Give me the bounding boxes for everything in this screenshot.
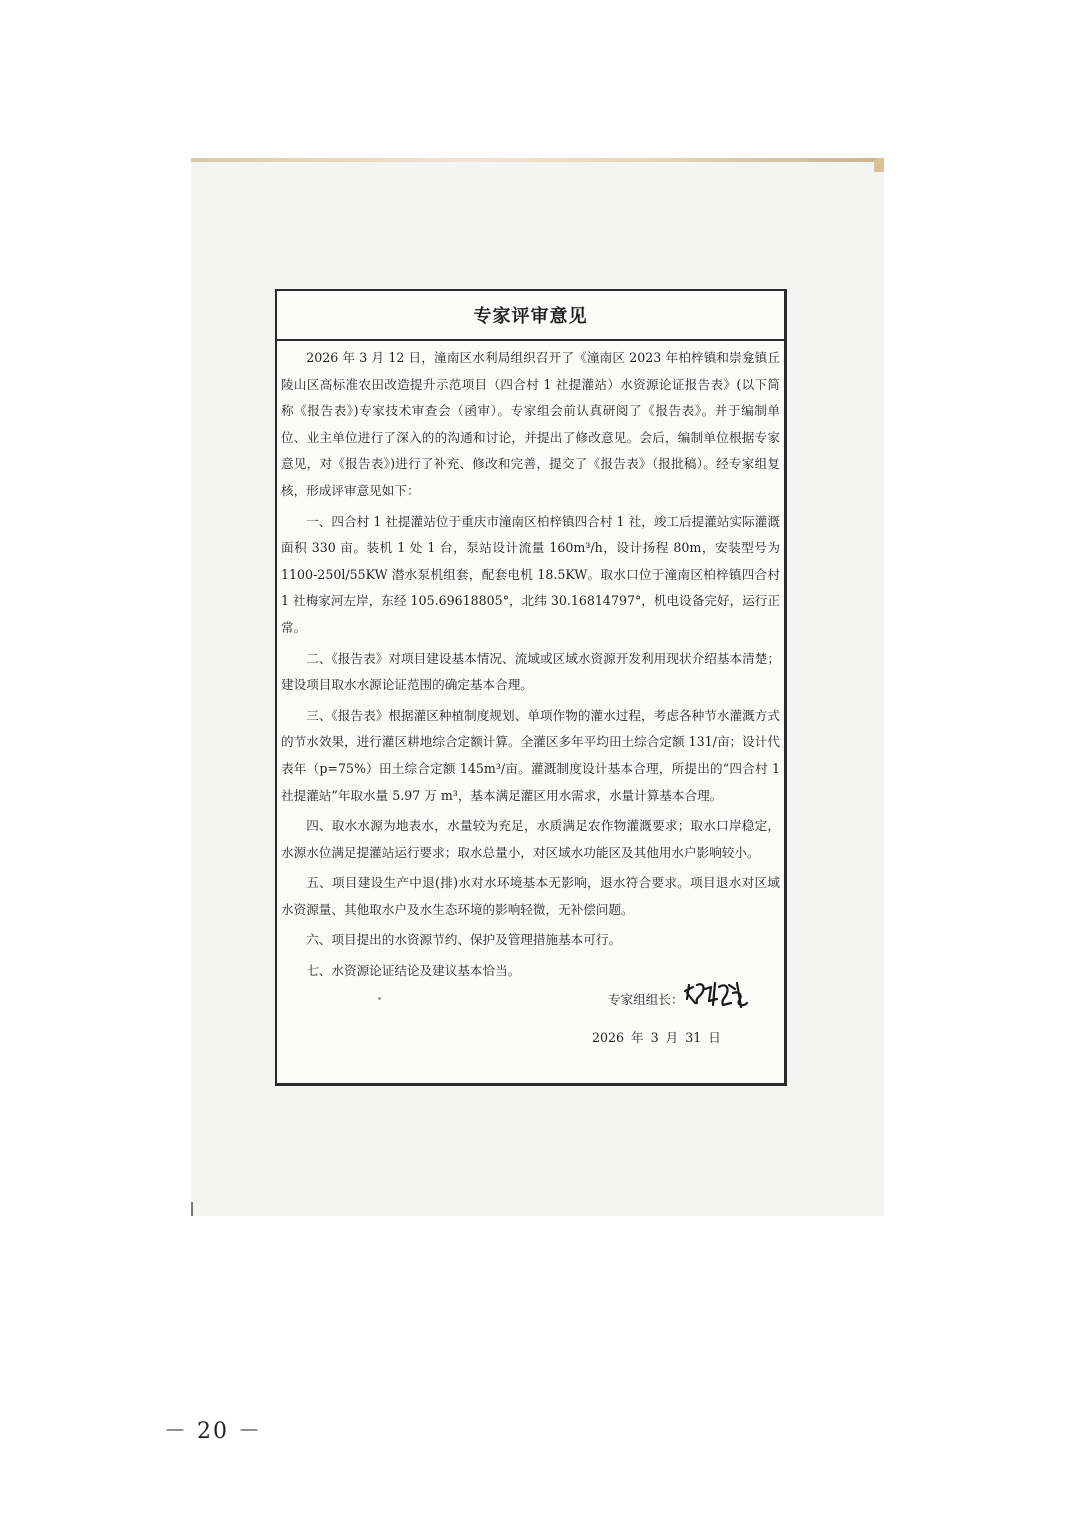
opinion-paragraph-4: 四、取水水源为地表水，水量较为充足，水质满足农作物灌溉要求；取水口岸稳定，水源水位满足提灌站运行要求；取水总量小，对区域水功能区及其他用水户影响较小。 [281,818,780,860]
opinion-paragraph-5: 五、项目建设生产中退(排)水对水环境基本无影响，退水符合要求。项目退水对区域水资源量、其他取水户及水生态环境的影响轻微，无补偿问题。 [281,875,780,917]
expert-review-form [275,289,787,1086]
signature-label: 专家组组长： [608,992,684,1007]
opinion-paragraph-7: 七、水资源论证结论及建议基本恰当。 [306,963,521,979]
form-body [277,341,784,985]
scan-corner-mark [874,158,884,172]
opinion-paragraph-2: 二、《报告表》对项目建设基本情况、流域或区域水资源开发利用现状介绍基本清楚；建设项目取水水源论证范围的确定基本合理。 [281,650,780,693]
opinion-paragraph-3: 三、《报告表》根据灌区种植制度规划、单项作物的灌水过程，考虑各种节水灌溉方式的节水效果，进行灌区耕地综合定额计算。全灌区多年平均田土综合定额 131/亩；设计代表年（p=75%）田土综合定额 145m³/亩。灌溉制度设计基本合理，所提出的“四合村 1 社提灌站”年取水量 5.97 万 m³，基本满足灌区用水需求，水量计算基本合理。 [281,707,780,803]
opinion-paragraph-6: 六、项目提出的水资源节约、保护及管理措施基本可行。 [306,932,622,948]
scan-speck [378,997,381,1000]
signature-date: 2026 年 3 月 31 日 [592,1030,721,1045]
scan-top-edge [191,158,884,162]
opinion-paragraph-1: 一、四合村 1 社提灌站位于重庆市潼南区柏梓镇四合村 1 社，竣工后提灌站实际灌溉面积 330 亩。装机 1 处 1 台，泵站设计流量 160m³/h，设计扬程 80m，安装型号为 1100-250l/55KW 潜水泵机组套，配套电机 18.5KW。取水口位于潼南区柏梓镇四合村 1 社梅家河左岸，东经 105.69618805°，北纬 30.16814797°，机电设备完好，运行正常。 [281,513,780,635]
signature-block [277,985,784,1065]
form-title: 专家评审意见 [277,291,784,341]
handwritten-signature [681,977,751,1011]
intro-paragraph: 2026 年 3 月 12 日，潼南区水利局组织召开了《潼南区 2023 年柏梓镇和崇龛镇丘陵山区高标准农田改造提升示范项目（四合村 1 社提灌站）水资源论证报告表》(以下简称《报告表》)专家技术审查会（函审）。专家组会前认真研阅了《报告表》。并于编制单位、业主单位进行了深入的的沟通和讨论，并提出了修改意见。会后，编制单位根据专家意见，对《报告表》)进行了补充、修改和完善，提交了《报告表》（报批稿）。经专家组复核，形成评审意见如下： [281,350,780,498]
page-number: － 20 － [164,1419,262,1444]
scan-edge-mark [191,1202,193,1216]
